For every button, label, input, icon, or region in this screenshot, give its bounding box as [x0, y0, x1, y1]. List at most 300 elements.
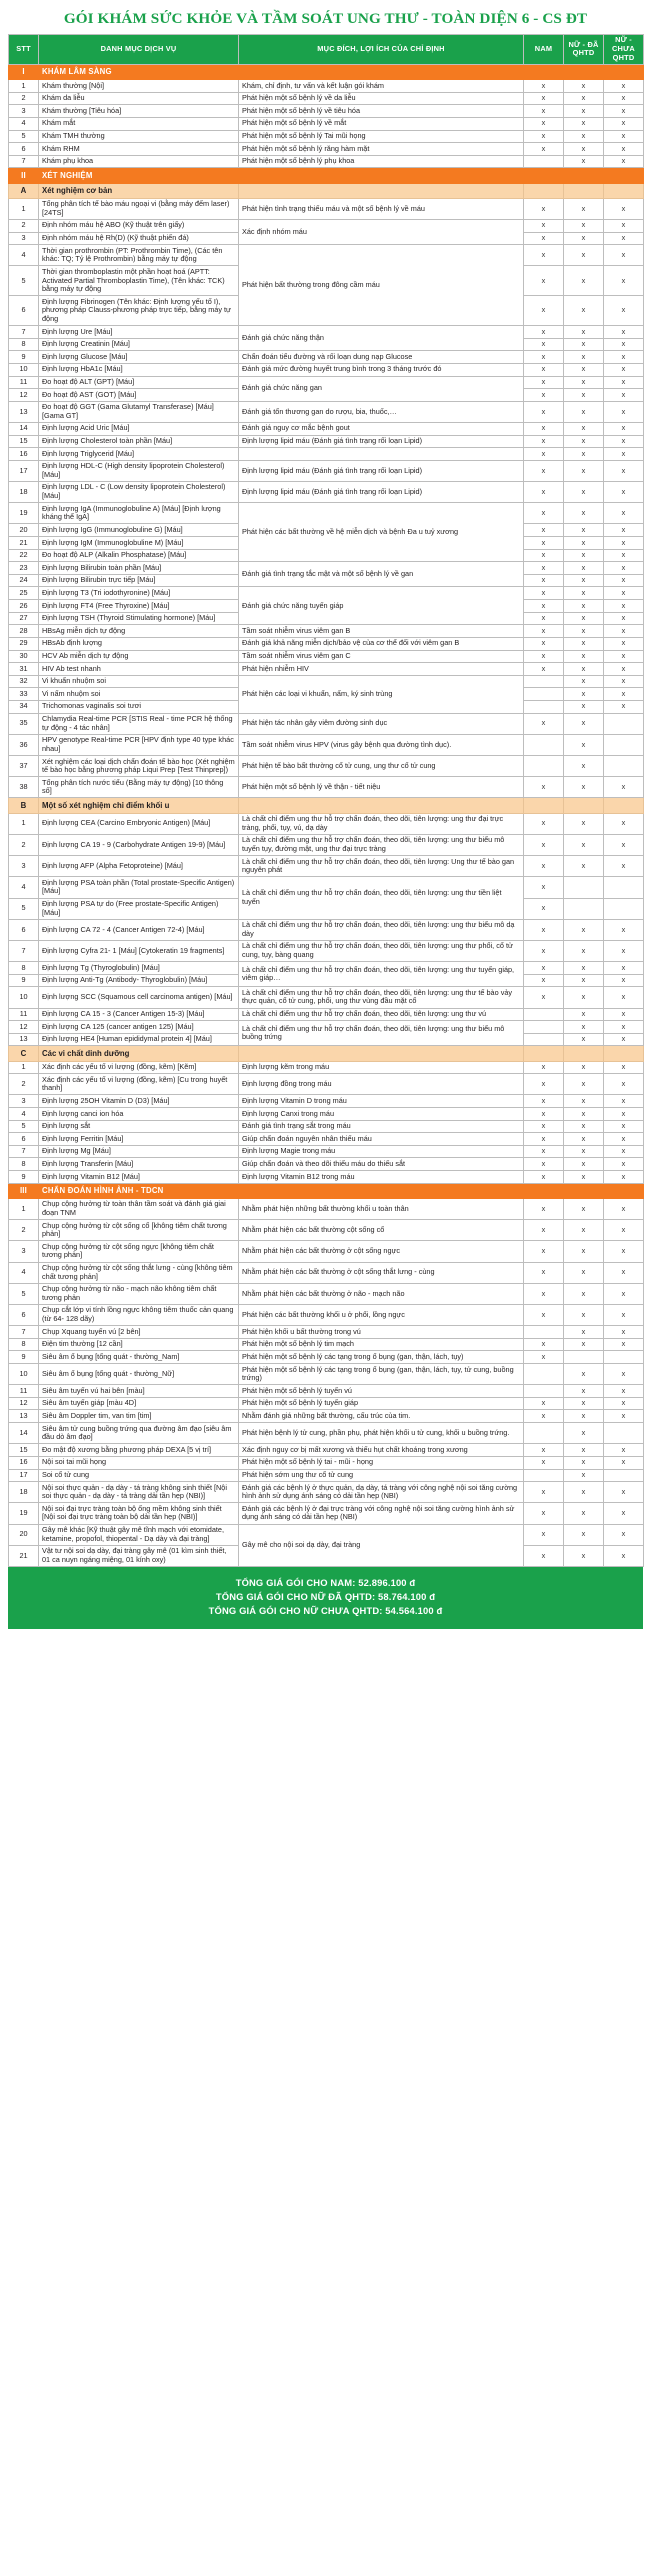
mark-female-da-qhtd: x: [564, 503, 604, 524]
table-header: [9, 34, 644, 64]
service-purpose: Định lượng đồng trong máu: [239, 1074, 524, 1095]
mark-female-chua-qhtd: x: [604, 1524, 644, 1545]
mark-female-chua-qhtd: [604, 734, 644, 755]
table-row: [9, 637, 644, 650]
mark-male: x: [524, 1482, 564, 1503]
mark-female-chua-qhtd: x: [604, 92, 644, 105]
mark-female-chua-qhtd: x: [604, 1364, 644, 1385]
mark-female-chua-qhtd: x: [604, 80, 644, 93]
mark-male: x: [524, 637, 564, 650]
service-name: Định lượng Cyfra 21- 1 [Máu] [Cytokeratin 19 fragments]: [39, 940, 239, 961]
table-row: [9, 326, 644, 339]
mark-female-da-qhtd: x: [564, 1482, 604, 1503]
service-name: Chụp cộng hưởng từ não - mạch não không tiêm chất tương phản: [39, 1283, 239, 1304]
mark-female-da-qhtd: x: [564, 834, 604, 855]
mark-female-da-qhtd: x: [564, 1095, 604, 1108]
service-name: Định lượng Bilirubin trực tiếp [Máu]: [39, 574, 239, 587]
service-name: Định lượng Ure [Máu]: [39, 326, 239, 339]
table-row: [9, 1145, 644, 1158]
mark-female-da-qhtd: x: [564, 549, 604, 562]
section-male-cell: [524, 1183, 564, 1198]
mark-male: x: [524, 351, 564, 364]
mark-female-da-qhtd: x: [564, 1158, 604, 1171]
mark-male: x: [524, 1524, 564, 1545]
mark-female-chua-qhtd: x: [604, 105, 644, 118]
mark-female-da-qhtd: x: [564, 734, 604, 755]
table-row: [9, 1074, 644, 1095]
mark-female-da-qhtd: x: [564, 1456, 604, 1469]
mark-female-da-qhtd: x: [564, 1524, 604, 1545]
mark-female-da-qhtd: x: [564, 1171, 604, 1184]
section-male-cell: [524, 64, 564, 79]
service-name: Siêu âm tuyến giáp [màu 4D]: [39, 1397, 239, 1410]
service-purpose: Là chất chỉ điểm ung thư hỗ trợ chẩn đoán, theo dõi, tiên lượng: Ung thư tế bào gan nguyên phát: [239, 856, 524, 877]
service-purpose: Nhằm phát hiện các bất thường ở cột sống thắt lưng - cùng: [239, 1262, 524, 1283]
mark-female-chua-qhtd: [604, 1351, 644, 1364]
mark-female-chua-qhtd: x: [604, 1074, 644, 1095]
row-index: 17: [9, 460, 39, 481]
table-row: [9, 1198, 644, 1219]
service-name: Chụp cắt lớp vi tính lồng ngực không tiêm thuốc cản quang (từ 64- 128 dãy): [39, 1304, 239, 1325]
mark-female-chua-qhtd: x: [604, 232, 644, 245]
table-row: [9, 1108, 644, 1121]
service-purpose: Định lượng Vitamin B12 trong máu: [239, 1171, 524, 1184]
row-index: 7: [9, 940, 39, 961]
service-purpose: Nhằm phát hiện các bất thường ở cột sống ngực: [239, 1241, 524, 1262]
mark-male: x: [524, 562, 564, 575]
mark-female-chua-qhtd: x: [604, 1133, 644, 1146]
mark-female-da-qhtd: x: [564, 777, 604, 798]
section-male-cell: [524, 1046, 564, 1061]
service-purpose: Nhằm phát hiện các bất thường cột sống cổ: [239, 1220, 524, 1241]
table-row: [9, 1385, 644, 1398]
mark-female-da-qhtd: x: [564, 1198, 604, 1219]
service-purpose: Tầm soát nhiễm virus viêm gan B: [239, 625, 524, 638]
mark-female-chua-qhtd: x: [604, 612, 644, 625]
mark-female-da-qhtd: x: [564, 612, 604, 625]
mark-female-da-qhtd: x: [564, 363, 604, 376]
table-row: [9, 1158, 644, 1171]
mark-female-chua-qhtd: x: [604, 266, 644, 296]
row-index: 4: [9, 1108, 39, 1121]
mark-male: x: [524, 1283, 564, 1304]
service-purpose: Phát hiện một số bệnh lý về mắt: [239, 117, 524, 130]
mark-female-da-qhtd: x: [564, 296, 604, 326]
row-index: 6: [9, 1304, 39, 1325]
mark-female-da-qhtd: x: [564, 326, 604, 339]
section-female-da-cell: [564, 798, 604, 813]
row-index: 6: [9, 919, 39, 940]
mark-female-da-qhtd: x: [564, 600, 604, 613]
mark-female-da-qhtd: x: [564, 1469, 604, 1482]
row-index: 29: [9, 637, 39, 650]
row-index: 12: [9, 389, 39, 402]
service-name: Nội soi thực quản - dạ dày - tá tràng không sinh thiết [Nội soi thực quản - dạ dày - tá tràng dải tần hẹp (NBI)]: [39, 1482, 239, 1503]
table-row: [9, 1061, 644, 1074]
mark-female-da-qhtd: x: [564, 1008, 604, 1021]
table-row: [9, 422, 644, 435]
table-row: [9, 503, 644, 524]
mark-female-chua-qhtd: x: [604, 389, 644, 402]
mark-male: x: [524, 587, 564, 600]
mark-male: x: [524, 987, 564, 1008]
row-index: 15: [9, 1444, 39, 1457]
service-name: HBsAg miễn dịch tự động: [39, 625, 239, 638]
mark-male: x: [524, 1061, 564, 1074]
mark-male: x: [524, 612, 564, 625]
row-index: 6: [9, 1133, 39, 1146]
mark-female-da-qhtd: x: [564, 338, 604, 351]
mark-female-chua-qhtd: x: [604, 1304, 644, 1325]
table-row: [9, 481, 644, 502]
service-purpose: Xác định nguy cơ bị mất xương và thiếu hụt chất khoáng trong xương: [239, 1444, 524, 1457]
table-row: [9, 1410, 644, 1423]
table-row: [9, 1469, 644, 1482]
service-name: Định lượng T3 (Tri iodothyronine) [Máu]: [39, 587, 239, 600]
service-purpose: Đánh giá tình trạng sắt trong máu: [239, 1120, 524, 1133]
row-index: 11: [9, 1008, 39, 1021]
section-header-row: [9, 64, 644, 79]
row-index: 5: [9, 1283, 39, 1304]
section-female-chua-cell: [604, 64, 644, 79]
section-index: III: [9, 1183, 39, 1198]
service-purpose: Đánh giá tổn thương gan do rượu, bia, thuốc,…: [239, 401, 524, 422]
service-purpose: Đánh giá chức năng tuyến giáp: [239, 587, 524, 625]
service-name: Khám thường [Nội]: [39, 80, 239, 93]
mark-male: x: [524, 625, 564, 638]
mark-male: x: [524, 1338, 564, 1351]
mark-female-chua-qhtd: x: [604, 1171, 644, 1184]
mark-female-chua-qhtd: x: [604, 401, 644, 422]
row-index: 2: [9, 219, 39, 232]
mark-female-da-qhtd: x: [564, 351, 604, 364]
mark-female-da-qhtd: x: [564, 435, 604, 448]
mark-female-chua-qhtd: x: [604, 663, 644, 676]
total-male: TỔNG GIÁ GÓI CHO NAM: 52.896.100 đ: [235, 1577, 416, 1588]
mark-female-chua-qhtd: x: [604, 130, 644, 143]
mark-female-chua-qhtd: x: [604, 625, 644, 638]
mark-male: [524, 1326, 564, 1339]
mark-female-da-qhtd: x: [564, 1241, 604, 1262]
mark-male: x: [524, 974, 564, 987]
mark-male: x: [524, 834, 564, 855]
mark-male: [524, 734, 564, 755]
mark-male: x: [524, 130, 564, 143]
service-purpose: Là chất chỉ điểm ung thư hỗ trợ chẩn đoán, theo dõi, tiên lượng: ung thư tiền liệt tuyến: [239, 877, 524, 919]
row-index: 10: [9, 363, 39, 376]
section-male-cell: [524, 798, 564, 813]
mark-male: x: [524, 326, 564, 339]
row-index: 2: [9, 1220, 39, 1241]
mark-female-chua-qhtd: x: [604, 777, 644, 798]
table-row: [9, 1423, 644, 1444]
row-index: 14: [9, 422, 39, 435]
table-row: [9, 987, 644, 1008]
table-row: [9, 1095, 644, 1108]
mark-female-chua-qhtd: x: [604, 1385, 644, 1398]
table-row: [9, 351, 644, 364]
mark-male: x: [524, 1120, 564, 1133]
mark-female-chua-qhtd: x: [604, 363, 644, 376]
mark-female-chua-qhtd: x: [604, 1482, 644, 1503]
section-title: CHẨN ĐOÁN HÌNH ẢNH - TDCN: [39, 1183, 239, 1198]
mark-male: [524, 688, 564, 701]
row-index: 20: [9, 1524, 39, 1545]
mark-male: [524, 675, 564, 688]
mark-female-da-qhtd: x: [564, 198, 604, 219]
mark-male: x: [524, 117, 564, 130]
service-name: Đo hoạt độ AST (GOT) [Máu]: [39, 389, 239, 402]
mark-female-da-qhtd: x: [564, 376, 604, 389]
mark-male: x: [524, 813, 564, 834]
mark-female-da-qhtd: x: [564, 1021, 604, 1034]
row-index: 4: [9, 877, 39, 898]
mark-female-da-qhtd: x: [564, 962, 604, 975]
mark-female-da-qhtd: [564, 877, 604, 898]
service-name: Định lượng Triglycerid [Máu]: [39, 448, 239, 461]
mark-female-da-qhtd: x: [564, 117, 604, 130]
service-name: HPV genotype Real-time PCR [HPV định type 40 type khác nhau]: [39, 734, 239, 755]
service-purpose: Đánh giá chức năng thận: [239, 326, 524, 351]
mark-male: x: [524, 919, 564, 940]
table-row: [9, 80, 644, 93]
row-index: 18: [9, 1482, 39, 1503]
row-index: 2: [9, 1074, 39, 1095]
service-name: Nội soi tai mũi họng: [39, 1456, 239, 1469]
mark-male: x: [524, 940, 564, 961]
service-name: Đo hoạt độ ALT (GPT) [Máu]: [39, 376, 239, 389]
service-purpose: Là chất chỉ điểm ung thư hỗ trợ chẩn đoán, theo dõi, tiên lượng: ung thư biểu mô dạ dày: [239, 919, 524, 940]
mark-female-da-qhtd: x: [564, 675, 604, 688]
mark-male: x: [524, 232, 564, 245]
service-purpose: Là chất chỉ điểm ung thư hỗ trợ chẩn đoán, theo dõi, tiên lượng: ung thư đại trực tràng, phổi, tụy, vú, dạ dày: [239, 813, 524, 834]
service-purpose: Tầm soát nhiễm virus HPV (virus gây bệnh qua đường tình dục).: [239, 734, 524, 755]
section-index: II: [9, 168, 39, 183]
section-female-chua-cell: [604, 183, 644, 198]
row-index: 21: [9, 1545, 39, 1566]
mark-female-da-qhtd: x: [564, 713, 604, 734]
mark-female-da-qhtd: x: [564, 562, 604, 575]
service-name: Định lượng AFP (Alpha Fetoproteine) [Máu]: [39, 856, 239, 877]
row-index: 8: [9, 1338, 39, 1351]
mark-female-da-qhtd: x: [564, 1120, 604, 1133]
mark-female-chua-qhtd: x: [604, 919, 644, 940]
row-index: 19: [9, 1503, 39, 1524]
column-header-male: NAM: [524, 34, 564, 64]
table-row: [9, 1326, 644, 1339]
mark-female-chua-qhtd: x: [604, 435, 644, 448]
mark-female-chua-qhtd: x: [604, 1061, 644, 1074]
service-purpose: Khám, chỉ định, tư vấn và kết luận gói khám: [239, 80, 524, 93]
mark-female-da-qhtd: x: [564, 1061, 604, 1074]
mark-female-chua-qhtd: x: [604, 650, 644, 663]
service-name: Vi khuẩn nhuộm soi: [39, 675, 239, 688]
mark-female-da-qhtd: [564, 898, 604, 919]
section-purpose-cell: [239, 1046, 524, 1061]
table-row: [9, 856, 644, 877]
row-index: 11: [9, 376, 39, 389]
service-name: Thời gian prothrombin (PT: Prothrombin Time), (Các tên khác: TQ; Tỷ lệ Prothrombin) bằng máy tự động: [39, 245, 239, 266]
row-index: 1: [9, 80, 39, 93]
row-index: 7: [9, 155, 39, 168]
mark-female-da-qhtd: x: [564, 1444, 604, 1457]
row-index: 5: [9, 130, 39, 143]
service-name: Định lượng LDL - C (Low density lipoprotein Cholesterol) [Máu]: [39, 481, 239, 502]
service-purpose: Giúp chẩn đoán nguyên nhân thiếu máu: [239, 1133, 524, 1146]
section-title: Các vi chất dinh dưỡng: [39, 1046, 239, 1061]
service-name: Khám mắt: [39, 117, 239, 130]
service-purpose: Là chất chỉ điểm ung thư hỗ trợ chẩn đoán, theo dõi, tiên lượng: ung thư tế bào vảy thực quản, cổ tử cung, phổi, ung thư vùng đầu mặt cổ: [239, 987, 524, 1008]
row-index: 1: [9, 198, 39, 219]
service-name: Định lượng CA 15 - 3 (Cancer Antigen 15-3) [Máu]: [39, 1008, 239, 1021]
mark-male: [524, 756, 564, 777]
mark-female-chua-qhtd: x: [604, 1410, 644, 1423]
service-purpose: Phát hiện một số bệnh lý các tạng trong ổ bụng (gan, thận, lách, tụy, tử cung, buồng trứng): [239, 1364, 524, 1385]
service-name: Định lượng IgM (Immunoglobuline M) [Máu]: [39, 537, 239, 550]
row-index: 2: [9, 834, 39, 855]
service-purpose: Phát hiện các bất thường khối u ở phổi, lồng ngực: [239, 1304, 524, 1325]
mark-female-da-qhtd: x: [564, 245, 604, 266]
service-purpose: Phát hiện tế bào bất thường cổ tử cung, ung thư cổ tử cung: [239, 756, 524, 777]
mark-female-chua-qhtd: [604, 756, 644, 777]
service-purpose: Định lượng lipid máu (Đánh giá tình trạng rối loạn Lipid): [239, 460, 524, 481]
service-purpose: Đánh giá tình trạng tắc mật và một số bệnh lý về gan: [239, 562, 524, 587]
mark-female-da-qhtd: x: [564, 919, 604, 940]
service-name: Định lượng 25OH Vitamin D (D3) [Máu]: [39, 1095, 239, 1108]
service-name: Đo hoạt độ GGT (Gama Glutamyl Transferase) [Máu] [Gama GT]: [39, 401, 239, 422]
mark-female-chua-qhtd: x: [604, 834, 644, 855]
row-index: 33: [9, 688, 39, 701]
mark-female-chua-qhtd: x: [604, 422, 644, 435]
mark-female-chua-qhtd: x: [604, 600, 644, 613]
mark-female-da-qhtd: x: [564, 1074, 604, 1095]
table-row: [9, 1456, 644, 1469]
mark-female-da-qhtd: x: [564, 1262, 604, 1283]
mark-female-chua-qhtd: x: [604, 562, 644, 575]
section-header-row: [9, 168, 644, 183]
mark-female-da-qhtd: x: [564, 637, 604, 650]
service-purpose: Đánh giá các bệnh lý ở đại trực tràng với công nghệ nội soi tăng cường hình ảnh sử dụng ánh sáng có dải tần hẹp (NBI): [239, 1503, 524, 1524]
mark-female-chua-qhtd: x: [604, 1444, 644, 1457]
mark-female-da-qhtd: x: [564, 1108, 604, 1121]
section-header-row: [9, 1183, 644, 1198]
service-purpose: Là chất chỉ điểm ung thư hỗ trợ chẩn đoán, theo dõi, tiên lượng: ung thư tuyến giáp, viêm giáp…: [239, 962, 524, 987]
service-name: Trichomonas vaginalis soi tươi: [39, 700, 239, 713]
row-index: 12: [9, 1397, 39, 1410]
column-header-stt: STT: [9, 34, 39, 64]
mark-male: x: [524, 460, 564, 481]
mark-female-chua-qhtd: [604, 1469, 644, 1482]
table-row: [9, 155, 644, 168]
service-purpose: Đánh giá chức năng gan: [239, 376, 524, 401]
table-row: [9, 1397, 644, 1410]
row-index: 24: [9, 574, 39, 587]
row-index: 3: [9, 1241, 39, 1262]
mark-female-da-qhtd: x: [564, 92, 604, 105]
mark-female-chua-qhtd: x: [604, 376, 644, 389]
service-name: Định lượng canci ion hóa: [39, 1108, 239, 1121]
table-row: [9, 1133, 644, 1146]
service-name: Khám phụ khoa: [39, 155, 239, 168]
row-index: 4: [9, 117, 39, 130]
table-row: [9, 460, 644, 481]
service-name: Vật tư nội soi dạ dày, đại tràng gây mê (01 kìm sinh thiết, 01 ca nuyn ngáng miệng, 01 kính oxy): [39, 1545, 239, 1566]
mark-female-chua-qhtd: x: [604, 587, 644, 600]
mark-female-chua-qhtd: x: [604, 1198, 644, 1219]
table-row: [9, 675, 644, 688]
section-purpose-cell: [239, 1183, 524, 1198]
mark-female-chua-qhtd: x: [604, 1145, 644, 1158]
mark-male: x: [524, 338, 564, 351]
mark-female-da-qhtd: x: [564, 1338, 604, 1351]
service-purpose: Phát hiện tình trạng thiếu máu và một số bệnh lý về máu: [239, 198, 524, 219]
mark-male: x: [524, 1158, 564, 1171]
mark-female-da-qhtd: x: [564, 232, 604, 245]
mark-female-chua-qhtd: x: [604, 1397, 644, 1410]
mark-female-da-qhtd: x: [564, 448, 604, 461]
mark-female-chua-qhtd: x: [604, 1033, 644, 1046]
service-purpose: Nhằm đánh giá những bất thường, cấu trúc của tim.: [239, 1410, 524, 1423]
row-index: 13: [9, 401, 39, 422]
mark-female-chua-qhtd: x: [604, 143, 644, 156]
service-name: HBsAb định lượng: [39, 637, 239, 650]
mark-female-chua-qhtd: x: [604, 1120, 644, 1133]
mark-female-da-qhtd: x: [564, 422, 604, 435]
service-name: Định lượng Ferritin [Máu]: [39, 1133, 239, 1146]
table-row: [9, 813, 644, 834]
mark-female-da-qhtd: x: [564, 1304, 604, 1325]
service-name: Khám TMH thường: [39, 130, 239, 143]
total-female-chua-qhtd: TỔNG GIÁ GÓI CHO NỮ CHƯA QHTD: 54.564.100 đ: [208, 1605, 443, 1617]
section-female-chua-cell: [604, 1183, 644, 1198]
mark-female-da-qhtd: x: [564, 1503, 604, 1524]
section-female-chua-cell: [604, 1046, 644, 1061]
row-index: 32: [9, 675, 39, 688]
service-name: Định lượng CA 72 - 4 (Cancer Antigen 72-4) [Máu]: [39, 919, 239, 940]
table-row: [9, 363, 644, 376]
service-name: Định lượng SCC (Squamous cell carcinoma antigen) [Máu]: [39, 987, 239, 1008]
mark-male: x: [524, 1095, 564, 1108]
service-purpose: Phát hiện một số bệnh lý răng hàm mặt: [239, 143, 524, 156]
mark-female-da-qhtd: x: [564, 700, 604, 713]
section-index: I: [9, 64, 39, 79]
service-purpose: Đánh giá các bệnh lý ở thực quản, dạ dày, tá tràng với công nghệ nội soi tăng cường hình ảnh sử dụng ánh sáng có dải tần hẹp (NBI): [239, 1482, 524, 1503]
row-index: 17: [9, 1469, 39, 1482]
table-row: [9, 143, 644, 156]
table-row: [9, 1021, 644, 1034]
row-index: 4: [9, 1262, 39, 1283]
service-name: Định lượng CA 19 - 9 (Carbohydrate Antigen 19-9) [Máu]: [39, 834, 239, 855]
table-row: [9, 219, 644, 232]
mark-female-da-qhtd: x: [564, 756, 604, 777]
mark-male: x: [524, 1456, 564, 1469]
mark-female-da-qhtd: x: [564, 524, 604, 537]
mark-female-chua-qhtd: x: [604, 974, 644, 987]
service-name: Siêu âm tuyến vú hai bên [màu]: [39, 1385, 239, 1398]
section-index: A: [9, 183, 39, 198]
mark-female-chua-qhtd: x: [604, 1008, 644, 1021]
mark-male: x: [524, 363, 564, 376]
mark-male: x: [524, 143, 564, 156]
service-name: Định lượng Anti-Tg (Antibody- Thyroglobulin) [Máu]: [39, 974, 239, 987]
service-name: Định lượng IgG (Immunoglobuline G) [Máu]: [39, 524, 239, 537]
subsection-header-row: [9, 183, 644, 198]
mark-female-da-qhtd: x: [564, 219, 604, 232]
mark-female-chua-qhtd: x: [604, 813, 644, 834]
service-purpose: Định lượng Vitamin D trong máu: [239, 1095, 524, 1108]
page-title: GÓI KHÁM SỨC KHỎE VÀ TẦM SOÁT UNG THƯ - TOÀN DIỆN 6 - CS ĐT: [63, 10, 588, 27]
service-purpose: Phát hiện một số bệnh lý tai - mũi - họng: [239, 1456, 524, 1469]
